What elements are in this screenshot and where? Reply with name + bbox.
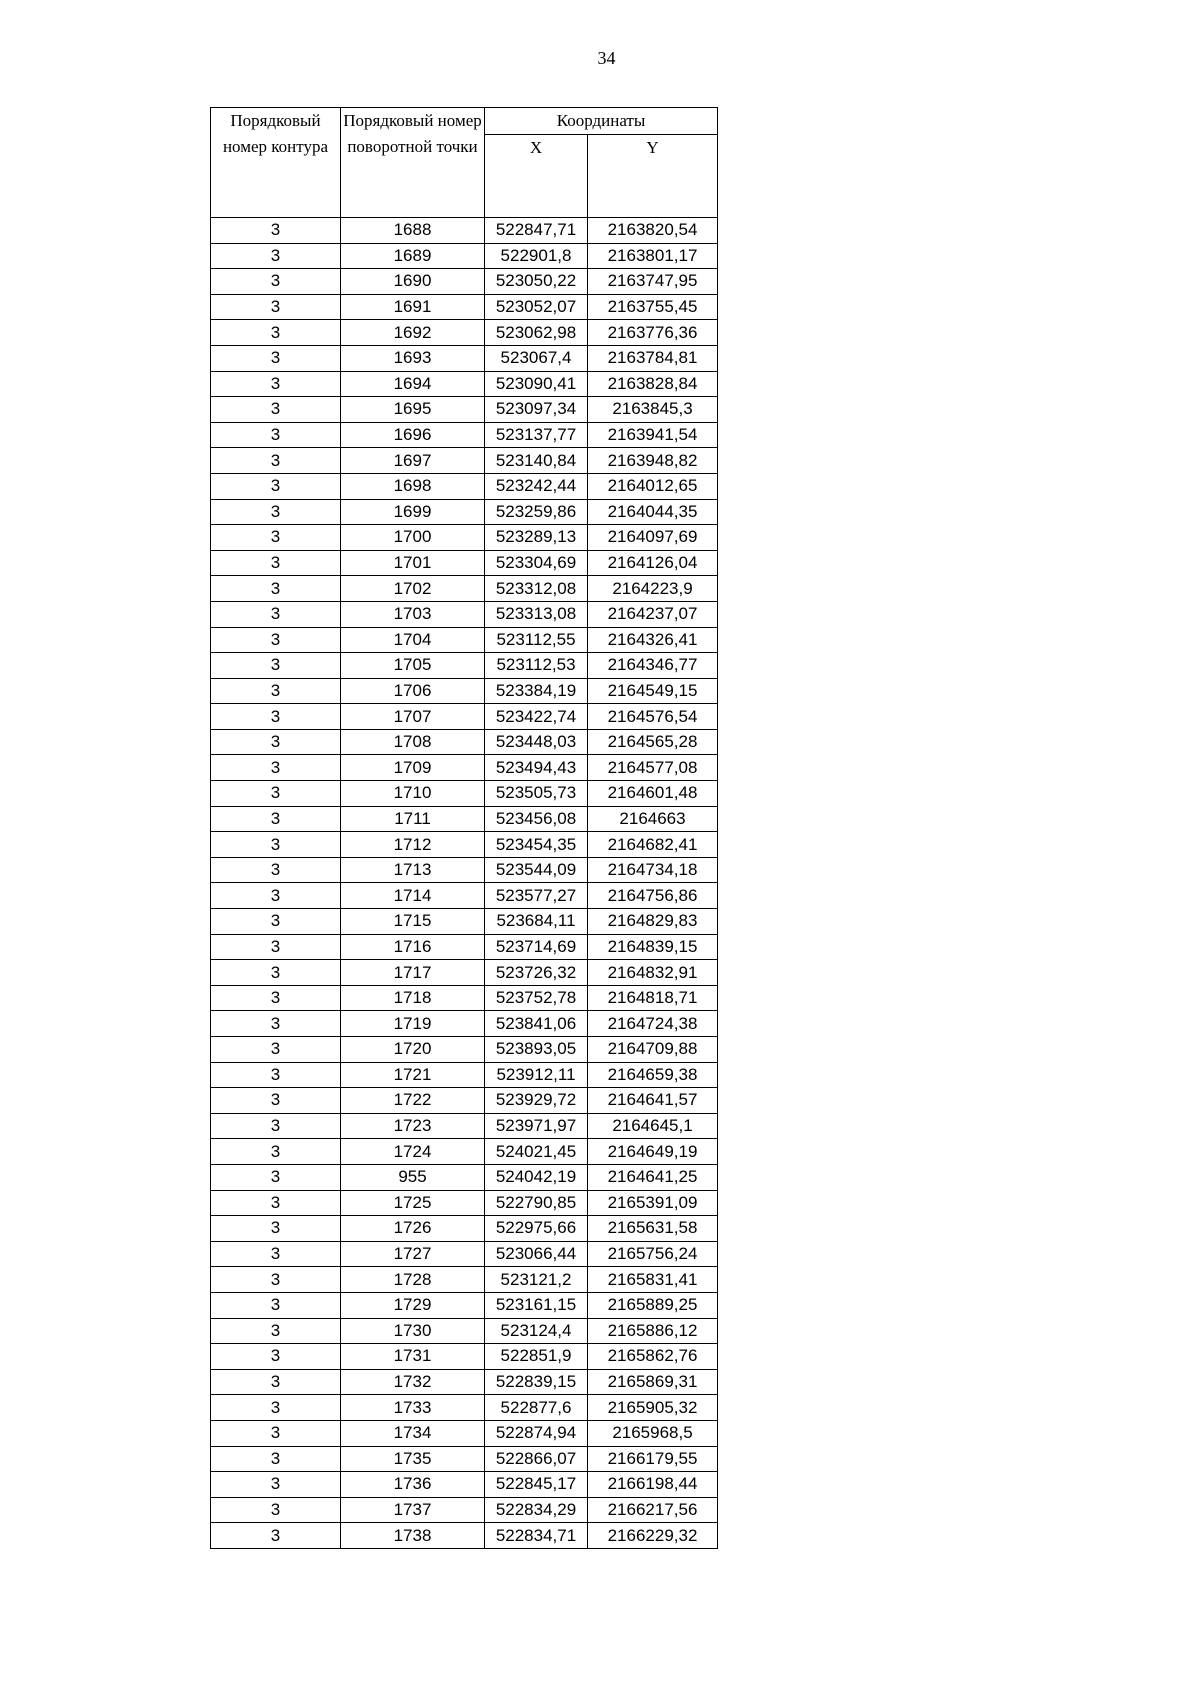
cell-y: 2164663 <box>588 806 718 832</box>
cell-y: 2164044,35 <box>588 499 718 525</box>
cell-point-number: 1735 <box>341 1446 485 1472</box>
table-row <box>211 473 718 499</box>
cell-contour-number: 3 <box>211 525 341 551</box>
cell-contour-number: 3 <box>211 1472 341 1498</box>
cell-contour-number: 3 <box>211 371 341 397</box>
cell-y: 2164649,19 <box>588 1139 718 1165</box>
coordinates-table <box>210 107 718 1549</box>
cell-x: 524021,45 <box>485 1139 588 1165</box>
cell-x: 523140,84 <box>485 448 588 474</box>
cell-y: 2163801,17 <box>588 243 718 269</box>
table-row <box>211 320 718 346</box>
cell-x: 522851,9 <box>485 1344 588 1370</box>
cell-point-number: 1688 <box>341 218 485 244</box>
table-row <box>211 909 718 935</box>
cell-x: 523161,15 <box>485 1292 588 1318</box>
cell-point-number: 1733 <box>341 1395 485 1421</box>
cell-contour-number: 3 <box>211 243 341 269</box>
cell-x: 523494,43 <box>485 755 588 781</box>
cell-x: 523448,03 <box>485 729 588 755</box>
table-row <box>211 1062 718 1088</box>
cell-y: 2164237,07 <box>588 601 718 627</box>
cell-point-number: 1693 <box>341 345 485 371</box>
cell-point-number: 1724 <box>341 1139 485 1165</box>
cell-contour-number: 3 <box>211 729 341 755</box>
cell-contour-number: 3 <box>211 1420 341 1446</box>
table-row <box>211 1420 718 1446</box>
cell-point-number: 1702 <box>341 576 485 602</box>
cell-y: 2164682,41 <box>588 832 718 858</box>
table-row <box>211 1523 718 1549</box>
cell-x: 523052,07 <box>485 294 588 320</box>
cell-y: 2164012,65 <box>588 473 718 499</box>
cell-contour-number: 3 <box>211 1497 341 1523</box>
cell-contour-number: 3 <box>211 1369 341 1395</box>
cell-contour-number: 3 <box>211 1241 341 1267</box>
cell-y: 2164709,88 <box>588 1037 718 1063</box>
cell-x: 523137,77 <box>485 422 588 448</box>
page-number: 34 <box>597 48 616 68</box>
cell-point-number: 1737 <box>341 1497 485 1523</box>
cell-point-number: 1736 <box>341 1472 485 1498</box>
table-row <box>211 371 718 397</box>
cell-y: 2163755,45 <box>588 294 718 320</box>
table-row <box>211 653 718 679</box>
cell-contour-number: 3 <box>211 909 341 935</box>
cell-x: 522877,6 <box>485 1395 588 1421</box>
cell-x: 523505,73 <box>485 781 588 807</box>
cell-y: 2164223,9 <box>588 576 718 602</box>
cell-y: 2163845,3 <box>588 397 718 423</box>
table-row <box>211 525 718 551</box>
cell-point-number: 1710 <box>341 781 485 807</box>
cell-contour-number: 3 <box>211 627 341 653</box>
cell-contour-number: 3 <box>211 397 341 423</box>
cell-x: 523121,2 <box>485 1267 588 1293</box>
cell-x: 523062,98 <box>485 320 588 346</box>
cell-y: 2164641,25 <box>588 1164 718 1190</box>
table-row <box>211 729 718 755</box>
table-row <box>211 550 718 576</box>
cell-point-number: 1728 <box>341 1267 485 1293</box>
cell-contour-number: 3 <box>211 320 341 346</box>
cell-contour-number: 3 <box>211 1062 341 1088</box>
cell-point-number: 1719 <box>341 1011 485 1037</box>
cell-x: 523841,06 <box>485 1011 588 1037</box>
cell-x: 523050,22 <box>485 269 588 295</box>
cell-y: 2164576,54 <box>588 704 718 730</box>
cell-x: 523454,35 <box>485 832 588 858</box>
table-row <box>211 1011 718 1037</box>
cell-x: 523726,32 <box>485 960 588 986</box>
table-row <box>211 422 718 448</box>
cell-y: 2165831,41 <box>588 1267 718 1293</box>
cell-point-number: 1701 <box>341 550 485 576</box>
table-row <box>211 1216 718 1242</box>
cell-y: 2165756,24 <box>588 1241 718 1267</box>
cell-y: 2166198,44 <box>588 1472 718 1498</box>
cell-x: 522834,29 <box>485 1497 588 1523</box>
cell-point-number: 1692 <box>341 320 485 346</box>
cell-y: 2163747,95 <box>588 269 718 295</box>
cell-point-number: 1697 <box>341 448 485 474</box>
cell-x: 523066,44 <box>485 1241 588 1267</box>
cell-contour-number: 3 <box>211 755 341 781</box>
cell-y: 2165889,25 <box>588 1292 718 1318</box>
table-row <box>211 883 718 909</box>
header-coordinates: Координаты <box>485 108 718 135</box>
cell-y: 2165631,58 <box>588 1216 718 1242</box>
cell-point-number: 1695 <box>341 397 485 423</box>
table-row <box>211 960 718 986</box>
cell-contour-number: 3 <box>211 781 341 807</box>
table-row <box>211 857 718 883</box>
cell-contour-number: 3 <box>211 422 341 448</box>
cell-point-number: 1716 <box>341 934 485 960</box>
cell-point-number: 1708 <box>341 729 485 755</box>
cell-point-number: 1711 <box>341 806 485 832</box>
cell-point-number: 1734 <box>341 1420 485 1446</box>
cell-x: 523112,55 <box>485 627 588 653</box>
cell-y: 2163828,84 <box>588 371 718 397</box>
cell-y: 2164326,41 <box>588 627 718 653</box>
table-row <box>211 218 718 244</box>
cell-contour-number: 3 <box>211 806 341 832</box>
cell-contour-number: 3 <box>211 576 341 602</box>
cell-point-number: 1704 <box>341 627 485 653</box>
cell-y: 2165905,32 <box>588 1395 718 1421</box>
cell-contour-number: 3 <box>211 1190 341 1216</box>
cell-y: 2164734,18 <box>588 857 718 883</box>
table-row <box>211 627 718 653</box>
cell-point-number: 1690 <box>341 269 485 295</box>
cell-x: 523304,69 <box>485 550 588 576</box>
cell-x: 522834,71 <box>485 1523 588 1549</box>
table-row <box>211 704 718 730</box>
table-row <box>211 397 718 423</box>
header-x: X <box>485 135 588 218</box>
cell-x: 523312,08 <box>485 576 588 602</box>
cell-point-number: 1732 <box>341 1369 485 1395</box>
table-row <box>211 1292 718 1318</box>
cell-contour-number: 3 <box>211 601 341 627</box>
table-row <box>211 806 718 832</box>
header-point-number: Порядковый номер поворотной точки <box>341 108 485 218</box>
cell-contour-number: 3 <box>211 1139 341 1165</box>
cell-contour-number: 3 <box>211 1446 341 1472</box>
cell-x: 523912,11 <box>485 1062 588 1088</box>
cell-point-number: 1723 <box>341 1113 485 1139</box>
cell-x: 522874,94 <box>485 1420 588 1446</box>
table-row <box>211 1164 718 1190</box>
cell-point-number: 1694 <box>341 371 485 397</box>
table-row <box>211 1395 718 1421</box>
table-body <box>211 218 718 1549</box>
cell-y: 2163776,36 <box>588 320 718 346</box>
cell-contour-number: 3 <box>211 1267 341 1293</box>
table-row <box>211 1139 718 1165</box>
cell-point-number: 1729 <box>341 1292 485 1318</box>
cell-x: 523259,86 <box>485 499 588 525</box>
cell-x: 524042,19 <box>485 1164 588 1190</box>
cell-contour-number: 3 <box>211 345 341 371</box>
cell-contour-number: 3 <box>211 678 341 704</box>
cell-point-number: 955 <box>341 1164 485 1190</box>
table-row <box>211 985 718 1011</box>
cell-contour-number: 3 <box>211 1395 341 1421</box>
cell-point-number: 1703 <box>341 601 485 627</box>
table-row <box>211 1318 718 1344</box>
table-row <box>211 1113 718 1139</box>
cell-y: 2164346,77 <box>588 653 718 679</box>
cell-x: 522845,17 <box>485 1472 588 1498</box>
cell-contour-number: 3 <box>211 1037 341 1063</box>
cell-point-number: 1738 <box>341 1523 485 1549</box>
cell-x: 523124,4 <box>485 1318 588 1344</box>
cell-contour-number: 3 <box>211 1216 341 1242</box>
cell-point-number: 1699 <box>341 499 485 525</box>
cell-x: 523684,11 <box>485 909 588 935</box>
header-y: Y <box>588 135 718 218</box>
cell-point-number: 1706 <box>341 678 485 704</box>
cell-contour-number: 3 <box>211 294 341 320</box>
table-row <box>211 1190 718 1216</box>
cell-y: 2163948,82 <box>588 448 718 474</box>
cell-x: 522866,07 <box>485 1446 588 1472</box>
cell-point-number: 1725 <box>341 1190 485 1216</box>
cell-contour-number: 3 <box>211 832 341 858</box>
cell-contour-number: 3 <box>211 448 341 474</box>
cell-point-number: 1727 <box>341 1241 485 1267</box>
cell-contour-number: 3 <box>211 653 341 679</box>
cell-contour-number: 3 <box>211 1292 341 1318</box>
cell-point-number: 1698 <box>341 473 485 499</box>
cell-contour-number: 3 <box>211 473 341 499</box>
cell-x: 523112,53 <box>485 653 588 679</box>
cell-y: 2164601,48 <box>588 781 718 807</box>
cell-contour-number: 3 <box>211 883 341 909</box>
cell-contour-number: 3 <box>211 704 341 730</box>
cell-y: 2164641,57 <box>588 1088 718 1114</box>
cell-x: 523097,34 <box>485 397 588 423</box>
table-row <box>211 1497 718 1523</box>
cell-y: 2165869,31 <box>588 1369 718 1395</box>
cell-x: 522847,71 <box>485 218 588 244</box>
table-row <box>211 755 718 781</box>
cell-contour-number: 3 <box>211 1113 341 1139</box>
cell-point-number: 1705 <box>341 653 485 679</box>
table-row <box>211 576 718 602</box>
table-row <box>211 294 718 320</box>
table-row <box>211 934 718 960</box>
cell-point-number: 1691 <box>341 294 485 320</box>
cell-y: 2164126,04 <box>588 550 718 576</box>
cell-y: 2164724,38 <box>588 1011 718 1037</box>
cell-point-number: 1712 <box>341 832 485 858</box>
cell-y: 2164832,91 <box>588 960 718 986</box>
table-row <box>211 1241 718 1267</box>
cell-contour-number: 3 <box>211 1164 341 1190</box>
cell-x: 523242,44 <box>485 473 588 499</box>
cell-point-number: 1721 <box>341 1062 485 1088</box>
cell-y: 2164565,28 <box>588 729 718 755</box>
table-row <box>211 1446 718 1472</box>
cell-point-number: 1707 <box>341 704 485 730</box>
header-contour-number: Порядковый номер контура <box>211 108 341 218</box>
cell-point-number: 1731 <box>341 1344 485 1370</box>
cell-y: 2166179,55 <box>588 1446 718 1472</box>
cell-x: 523929,72 <box>485 1088 588 1114</box>
cell-x: 523893,05 <box>485 1037 588 1063</box>
cell-contour-number: 3 <box>211 1318 341 1344</box>
cell-y: 2164818,71 <box>588 985 718 1011</box>
cell-x: 523289,13 <box>485 525 588 551</box>
cell-y: 2166217,56 <box>588 1497 718 1523</box>
cell-y: 2165391,09 <box>588 1190 718 1216</box>
cell-y: 2165886,12 <box>588 1318 718 1344</box>
cell-contour-number: 3 <box>211 550 341 576</box>
cell-y: 2164645,1 <box>588 1113 718 1139</box>
cell-x: 522901,8 <box>485 243 588 269</box>
table-row <box>211 1267 718 1293</box>
cell-contour-number: 3 <box>211 960 341 986</box>
cell-x: 523090,41 <box>485 371 588 397</box>
cell-point-number: 1720 <box>341 1037 485 1063</box>
cell-x: 523384,19 <box>485 678 588 704</box>
cell-x: 523577,27 <box>485 883 588 909</box>
cell-y: 2165862,76 <box>588 1344 718 1370</box>
cell-point-number: 1700 <box>341 525 485 551</box>
cell-point-number: 1709 <box>341 755 485 781</box>
cell-contour-number: 3 <box>211 934 341 960</box>
cell-point-number: 1714 <box>341 883 485 909</box>
cell-x: 523313,08 <box>485 601 588 627</box>
cell-y: 2166229,32 <box>588 1523 718 1549</box>
table-row <box>211 781 718 807</box>
table-row <box>211 1037 718 1063</box>
cell-point-number: 1726 <box>341 1216 485 1242</box>
cell-point-number: 1717 <box>341 960 485 986</box>
cell-y: 2164097,69 <box>588 525 718 551</box>
cell-contour-number: 3 <box>211 218 341 244</box>
table-row <box>211 243 718 269</box>
table-row <box>211 1472 718 1498</box>
cell-y: 2164659,38 <box>588 1062 718 1088</box>
cell-point-number: 1696 <box>341 422 485 448</box>
cell-x: 523752,78 <box>485 985 588 1011</box>
table-row <box>211 1088 718 1114</box>
cell-contour-number: 3 <box>211 1088 341 1114</box>
cell-y: 2164756,86 <box>588 883 718 909</box>
cell-contour-number: 3 <box>211 499 341 525</box>
cell-x: 523714,69 <box>485 934 588 960</box>
cell-contour-number: 3 <box>211 857 341 883</box>
cell-x: 523971,97 <box>485 1113 588 1139</box>
cell-contour-number: 3 <box>211 1011 341 1037</box>
table-row <box>211 601 718 627</box>
table-row <box>211 1369 718 1395</box>
table-row <box>211 345 718 371</box>
table-row <box>211 448 718 474</box>
cell-x: 523544,09 <box>485 857 588 883</box>
cell-y: 2163820,54 <box>588 218 718 244</box>
cell-contour-number: 3 <box>211 1523 341 1549</box>
cell-x: 522839,15 <box>485 1369 588 1395</box>
cell-y: 2164839,15 <box>588 934 718 960</box>
cell-y: 2164577,08 <box>588 755 718 781</box>
cell-contour-number: 3 <box>211 269 341 295</box>
table-row <box>211 832 718 858</box>
table-header <box>211 108 718 218</box>
cell-point-number: 1713 <box>341 857 485 883</box>
cell-x: 523456,08 <box>485 806 588 832</box>
cell-x: 523422,74 <box>485 704 588 730</box>
cell-contour-number: 3 <box>211 985 341 1011</box>
cell-y: 2163784,81 <box>588 345 718 371</box>
cell-x: 522790,85 <box>485 1190 588 1216</box>
cell-point-number: 1715 <box>341 909 485 935</box>
cell-point-number: 1689 <box>341 243 485 269</box>
cell-y: 2164549,15 <box>588 678 718 704</box>
cell-point-number: 1718 <box>341 985 485 1011</box>
table-row <box>211 269 718 295</box>
cell-y: 2165968,5 <box>588 1420 718 1446</box>
cell-y: 2164829,83 <box>588 909 718 935</box>
cell-x: 523067,4 <box>485 345 588 371</box>
cell-contour-number: 3 <box>211 1344 341 1370</box>
table-row <box>211 1344 718 1370</box>
cell-point-number: 1722 <box>341 1088 485 1114</box>
cell-x: 522975,66 <box>485 1216 588 1242</box>
table-row <box>211 678 718 704</box>
table-row <box>211 499 718 525</box>
cell-y: 2163941,54 <box>588 422 718 448</box>
cell-point-number: 1730 <box>341 1318 485 1344</box>
